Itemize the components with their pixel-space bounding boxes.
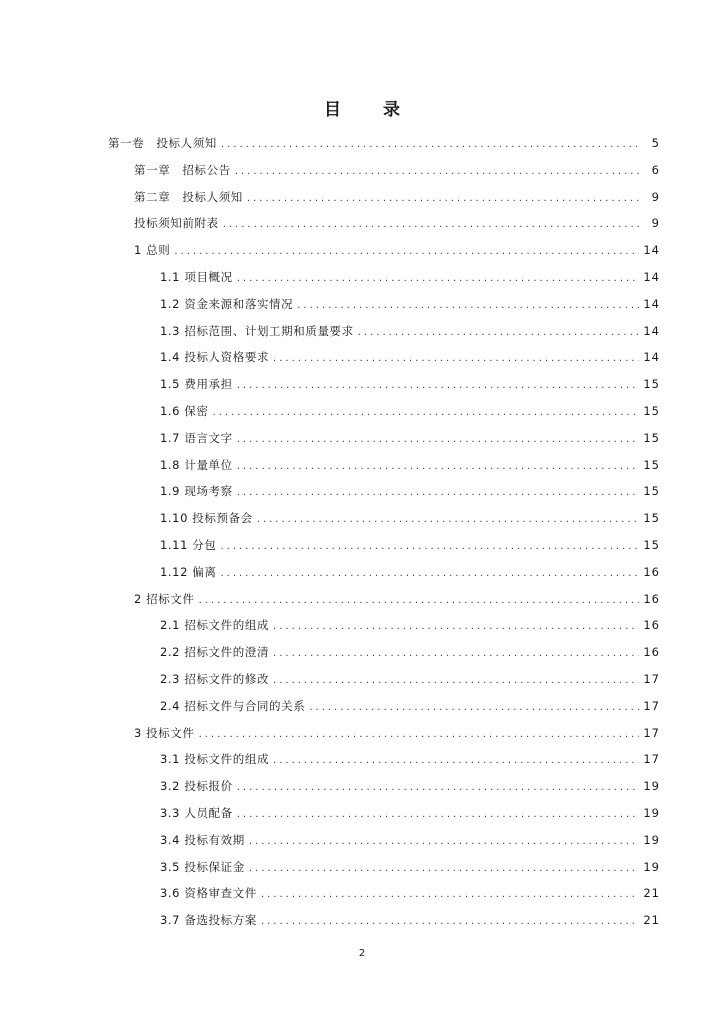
toc-dot-leader: [237, 807, 640, 823]
toc-entry[interactable]: [160, 832, 660, 848]
toc-dot-leader: [249, 834, 640, 850]
toc-entry-page: 17: [643, 726, 660, 740]
toc-dot-leader: [237, 378, 640, 394]
toc-entry-page: 14: [643, 243, 660, 257]
toc-entry[interactable]: [160, 323, 660, 339]
toc-entry-page: 15: [643, 458, 660, 472]
toc-entry[interactable]: [160, 885, 660, 901]
toc-entry-page: 15: [643, 431, 660, 445]
toc-entry-page: 15: [643, 538, 660, 552]
toc-entry-label: 3.6 资格审查文件: [160, 886, 257, 900]
toc-entry[interactable]: [160, 349, 660, 365]
toc-entry-label: 3.1 投标文件的组成: [160, 752, 270, 766]
toc-dot-leader: [309, 700, 639, 716]
toc-dot-leader: [174, 244, 639, 260]
toc-entry[interactable]: [160, 510, 660, 526]
toc-entry[interactable]: [160, 457, 660, 473]
toc-entry-page: 19: [643, 806, 660, 820]
toc-entry-label: 3.5 投标保证金: [160, 860, 245, 874]
toc-entry[interactable]: [134, 591, 660, 607]
toc-entry-label: 3.7 备选投标方案: [160, 913, 257, 927]
toc-entry[interactable]: [160, 778, 660, 794]
toc-entry[interactable]: [160, 698, 660, 714]
toc-entry-page: 15: [643, 404, 660, 418]
toc-entry-label: 1.6 保密: [160, 404, 209, 418]
toc-entry[interactable]: [160, 859, 660, 875]
toc-entry-label: 投标须知前附表: [134, 216, 219, 230]
toc-entry-page: 21: [643, 886, 660, 900]
toc-entry-page: 5: [651, 136, 660, 150]
toc-title: 目 录: [324, 100, 418, 120]
toc-dot-leader: [249, 861, 640, 877]
toc-dot-leader: [199, 593, 640, 609]
toc-entry-label: 2.3 招标文件的修改: [160, 672, 270, 686]
toc-entry-page: 9: [651, 216, 660, 230]
toc-entry-page: 15: [643, 484, 660, 498]
toc-entry-label: 1.2 资金来源和落实情况: [160, 297, 294, 311]
toc-entry-page: 6: [651, 163, 660, 177]
toc-entry[interactable]: [160, 403, 660, 419]
toc-entry[interactable]: [134, 215, 660, 231]
toc-entry-label: 2.1 招标文件的组成: [160, 618, 270, 632]
toc-dot-leader: [220, 539, 639, 555]
toc-entry-label: 2.4 招标文件与合同的关系: [160, 699, 306, 713]
toc-entry-page: 19: [643, 833, 660, 847]
toc-dot-leader: [213, 405, 640, 421]
toc-entry[interactable]: [160, 269, 660, 285]
toc-entry-label: 3.3 人员配备: [160, 806, 233, 820]
toc-entry-label: 第一章 招标公告: [134, 163, 231, 177]
toc-dot-leader: [237, 485, 640, 501]
toc-entry[interactable]: [160, 805, 660, 821]
toc-dot-leader: [220, 566, 639, 582]
toc-dot-leader: [358, 325, 640, 341]
toc-dot-leader: [273, 673, 639, 689]
toc-entry-page: 15: [643, 511, 660, 525]
toc-entry[interactable]: [160, 296, 660, 312]
toc-entry-label: 1.10 投标预备会: [160, 511, 253, 525]
toc-entry-page: 16: [643, 592, 660, 606]
toc-entry-page: 16: [643, 618, 660, 632]
toc-dot-leader: [273, 753, 639, 769]
toc-entry-page: 16: [643, 565, 660, 579]
toc-entry[interactable]: [160, 430, 660, 446]
toc-entry-page: 15: [643, 377, 660, 391]
toc-dot-leader: [273, 351, 639, 367]
toc-entry-label: 1.1 项目概况: [160, 270, 233, 284]
toc-entry-label: 2 招标文件: [134, 592, 195, 606]
toc-entry-label: 2.2 招标文件的澄清: [160, 645, 270, 659]
toc-dot-leader: [237, 780, 640, 796]
toc-dot-leader: [247, 191, 642, 207]
toc-dot-leader: [223, 217, 642, 233]
toc-entry[interactable]: [134, 189, 660, 205]
toc-dot-leader: [235, 164, 642, 180]
toc-entry-page: 14: [643, 350, 660, 364]
toc-entry-label: 1.3 招标范围、计划工期和质量要求: [160, 324, 354, 338]
toc-entry-label: 1.4 投标人资格要求: [160, 350, 270, 364]
toc-entry-page: 21: [643, 913, 660, 927]
toc-entry[interactable]: [160, 376, 660, 392]
toc-entry-page: 14: [643, 324, 660, 338]
toc-dot-leader: [237, 271, 640, 287]
toc-entry-label: 1.8 计量单位: [160, 458, 233, 472]
toc-dot-leader: [297, 298, 639, 314]
toc-entry-label: 第一卷 投标人须知: [108, 136, 217, 150]
toc-entry-label: 1.9 现场考察: [160, 484, 233, 498]
toc-entry[interactable]: [134, 162, 660, 178]
toc-dot-leader: [261, 887, 639, 903]
toc-entry-label: 1.5 费用承担: [160, 377, 233, 391]
toc-entry[interactable]: [160, 564, 660, 580]
toc-dot-leader: [237, 432, 640, 448]
toc-dot-leader: [237, 459, 640, 475]
toc-entry-page: 17: [643, 672, 660, 686]
toc-entry-page: 14: [643, 270, 660, 284]
toc-entry-page: 17: [643, 699, 660, 713]
toc-entry-label: 3.2 投标报价: [160, 779, 233, 793]
toc-dot-leader: [273, 646, 639, 662]
toc-entry[interactable]: [160, 483, 660, 499]
toc-dot-leader: [261, 914, 639, 930]
toc-entry[interactable]: [160, 912, 660, 928]
toc-entry[interactable]: [160, 751, 660, 767]
page-number: 2: [358, 948, 366, 959]
toc-entry-label: 3.4 投标有效期: [160, 833, 245, 847]
toc-entry-label: 第二章 投标人须知: [134, 190, 243, 204]
toc-entry-page: 19: [643, 779, 660, 793]
toc-entry-page: 9: [651, 190, 660, 204]
toc-entry-page: 14: [643, 297, 660, 311]
toc-dot-leader: [257, 512, 640, 528]
toc-entry[interactable]: [108, 135, 660, 151]
toc-entry-page: 16: [643, 645, 660, 659]
toc-entry[interactable]: [160, 537, 660, 553]
toc-dot-leader: [273, 619, 639, 635]
toc-entry[interactable]: [134, 725, 660, 741]
toc-entry-page: 19: [643, 860, 660, 874]
toc-entry-label: 1.12 偏离: [160, 565, 217, 579]
toc-entry-label: 1.11 分包: [160, 538, 217, 552]
toc-entry-label: 3 投标文件: [134, 726, 195, 740]
toc-dot-leader: [199, 727, 640, 743]
toc-entry-label: 1.7 语言文字: [160, 431, 233, 445]
toc-entry[interactable]: [160, 644, 660, 660]
toc-entry-page: 17: [643, 752, 660, 766]
toc-dot-leader: [221, 137, 642, 153]
toc-entry[interactable]: [134, 242, 660, 258]
toc-entry[interactable]: [160, 617, 660, 633]
toc-entry-label: 1 总则: [134, 243, 171, 257]
toc-entry[interactable]: [160, 671, 660, 687]
